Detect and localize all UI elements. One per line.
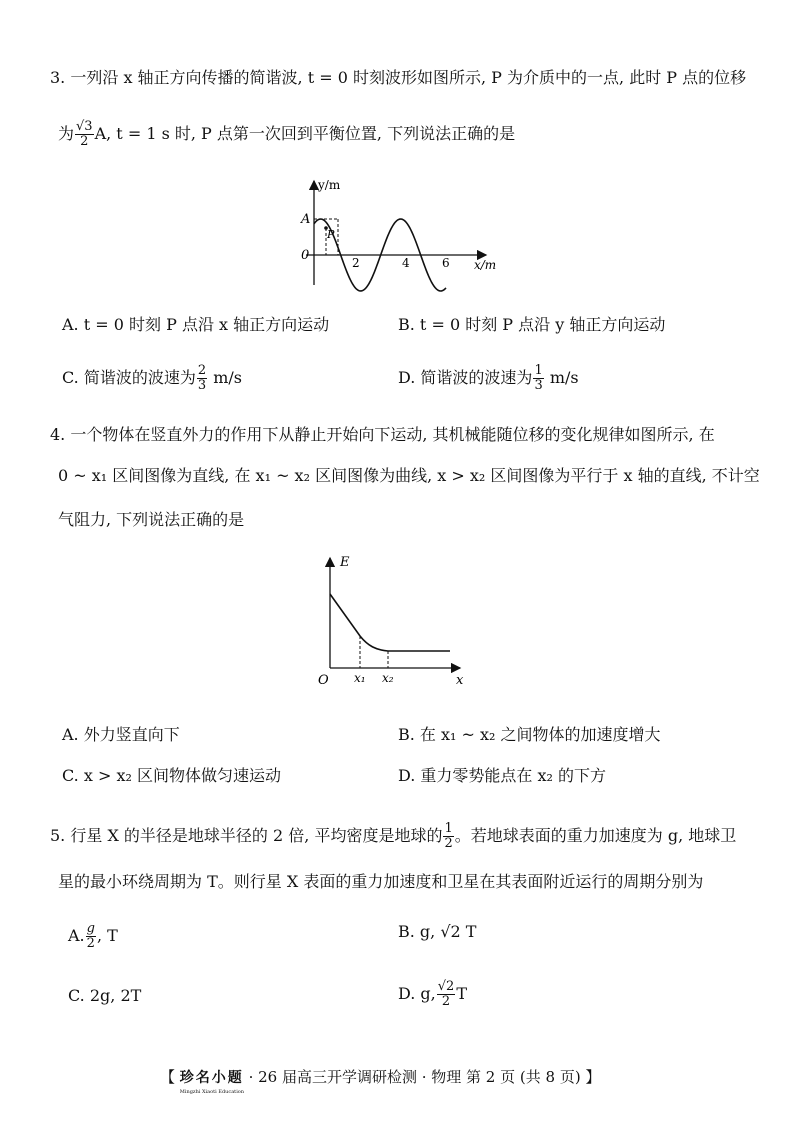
y-axis-label: y/m <box>318 178 341 192</box>
q3-option-d[interactable] <box>398 364 579 393</box>
q3-stem-line2 <box>58 120 515 149</box>
origin-label: 0 <box>301 248 310 263</box>
q5-stem-suffix: 。若地球表面的重力加速度为 g, 地球卫 <box>454 826 737 845</box>
fraction-denominator: 3 <box>197 378 207 393</box>
origin-label: O <box>318 673 329 688</box>
energy-curve <box>330 594 450 651</box>
fraction-denominator: 2 <box>86 936 95 951</box>
q3-option-c[interactable] <box>62 364 242 393</box>
option-d-unit: m/s <box>549 368 579 387</box>
option-c-fraction <box>197 364 207 393</box>
q5-option-a[interactable] <box>68 922 118 951</box>
q5-stem-prefix: 5. 行星 X 的半径是地球半径的 2 倍, 平均密度是地球的 <box>50 826 443 845</box>
x1-label: x₁ <box>354 671 366 685</box>
fraction-denominator: 2 <box>80 134 89 149</box>
point-p-label: P <box>327 228 335 241</box>
x-tick-2: 2 <box>352 256 360 270</box>
fraction-numerator: 2 <box>197 363 207 378</box>
q5-stem-line2: 星的最小环绕周期为 T。则行星 X 表面的重力加速度和卫星在其表面附近运行的周期分别为 <box>58 872 704 891</box>
footer-bracket-close: 】 <box>585 1068 601 1086</box>
q3-stem-prefix: 为 <box>58 124 75 143</box>
fraction-numerator: g <box>86 921 95 936</box>
q3-option-a[interactable]: A. t = 0 时刻 P 点沿 x 轴正方向运动 <box>62 315 330 334</box>
x-axis-label: x <box>456 673 464 688</box>
fraction-numerator: 1 <box>444 821 453 836</box>
x-axis-label: x/m <box>474 258 497 272</box>
q3-option-b[interactable]: B. t = 0 时刻 P 点沿 y 轴正方向运动 <box>398 315 666 334</box>
y-axis-label: E <box>340 555 350 570</box>
fraction-numerator: √2 <box>437 979 455 994</box>
brand-logo-subtext: Mingzhi Xiaoti Education <box>179 1089 245 1095</box>
q3-stem-line1: 3. 一列沿 x 轴正方向传播的简谐波, t = 0 时刻波形如图所示, P 为介质中的一点, 此时 P 点的位移 <box>50 68 747 87</box>
option-a-letter: A. <box>68 926 85 945</box>
option-c-text: C. 简谐波的波速为 <box>62 368 196 387</box>
fraction-denominator: 3 <box>534 378 543 393</box>
q5-option-d[interactable] <box>398 980 467 1009</box>
fraction-numerator: √3 <box>76 119 93 134</box>
option-c-unit: m/s <box>213 368 243 387</box>
q5-option-c[interactable]: C. 2g, 2T <box>68 986 142 1005</box>
option-d-period: T <box>456 984 467 1003</box>
q4-option-b[interactable]: B. 在 x₁ ~ x₂ 之间物体的加速度增大 <box>398 725 661 744</box>
q4-option-a[interactable]: A. 外力竖直向下 <box>62 725 180 744</box>
page-footer <box>160 1066 600 1093</box>
fraction-denominator: 2 <box>444 836 453 851</box>
option-d-text: D. 简谐波的波速为 <box>398 368 533 387</box>
option-a-period: , T <box>96 926 118 945</box>
q5-option-b[interactable]: B. g, √2 T <box>398 922 477 941</box>
q4-option-c[interactable]: C. x > x₂ 区间物体做匀速运动 <box>62 766 281 785</box>
q3-stem-suffix: A, t = 1 s 时, P 点第一次回到平衡位置, 下列说法正确的是 <box>94 124 516 143</box>
q3-wave-graph <box>290 175 500 295</box>
option-a-fraction <box>86 922 96 951</box>
x-tick-6: 6 <box>442 256 450 270</box>
q4-stem-line3: 气阻力, 下列说法正确的是 <box>58 510 245 529</box>
q3-displacement-fraction <box>75 120 94 149</box>
q4-stem-line1: 4. 一个物体在竖直外力的作用下从静止开始向下运动, 其机械能随位移的变化规律如图所示, 在 <box>50 425 715 444</box>
q4-stem-line2: 0 ~ x₁ 区间图像为直线, 在 x₁ ~ x₂ 区间图像为曲线, x > x₂ 区间图像为平行于 x 轴的直线, 不计空 <box>58 466 760 485</box>
q4-option-d[interactable]: D. 重力零势能点在 x₂ 的下方 <box>398 766 607 785</box>
brand-logo <box>180 1067 244 1093</box>
option-d-fraction <box>533 364 543 393</box>
x-tick-4: 4 <box>402 256 410 270</box>
option-d-fraction <box>437 980 456 1009</box>
footer-bracket-open: 【 <box>160 1068 176 1086</box>
fraction-numerator: 1 <box>534 363 543 378</box>
brand-logo-text: 珍名小题 <box>179 1070 244 1086</box>
q5-density-fraction <box>443 822 453 851</box>
q4-energy-graph <box>310 550 470 690</box>
footer-text: · 26 届高三开学调研检测 · 物理 第 2 页 (共 8 页) <box>248 1068 581 1086</box>
x2-label: x₂ <box>382 671 394 685</box>
fraction-denominator: 2 <box>441 994 451 1009</box>
q5-stem-line1 <box>50 822 736 851</box>
amplitude-label: A <box>301 212 311 227</box>
option-d-letter: D. g, <box>398 984 436 1003</box>
